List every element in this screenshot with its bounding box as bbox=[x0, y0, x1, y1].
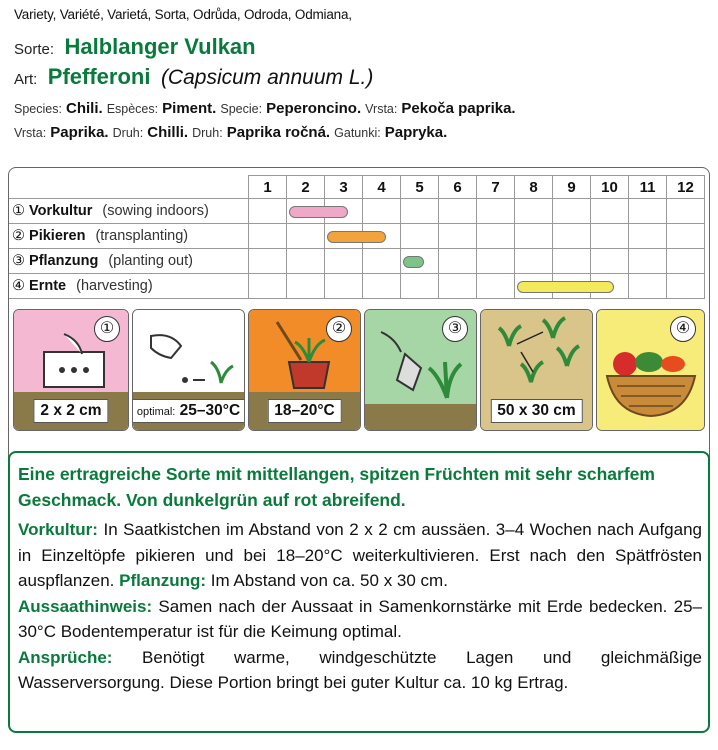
calendar-bar-ernte bbox=[517, 281, 614, 293]
species-value: Paprika. bbox=[50, 124, 109, 141]
month-header: 10 bbox=[591, 176, 629, 199]
species-key: Vrsta: bbox=[14, 126, 47, 140]
pflanzung-text: Im Abstand von ca. 50 x 30 cm. bbox=[206, 571, 448, 590]
sorte-label: Sorte: bbox=[14, 41, 55, 58]
species-translations-line-1 bbox=[14, 100, 516, 117]
calendar-row-pflanzung bbox=[9, 249, 705, 274]
calendar-bar-pflanzung bbox=[403, 256, 424, 268]
description-headline: Eine ertragreiche Sorte mit mittellangen, spitzen Früchten mit sehr scharfem Geschmack. Von dunkelgrün auf rot abreifend. bbox=[18, 464, 655, 510]
cultivation-calendar bbox=[8, 167, 710, 469]
step-number: ② bbox=[12, 228, 25, 244]
step-label: Pikieren bbox=[29, 228, 86, 244]
tile-caption: 2 x 2 cm bbox=[33, 399, 108, 423]
row-label bbox=[9, 199, 249, 224]
step-label: Pflanzung bbox=[29, 253, 99, 269]
aussaat-key: Aussaathinweis: bbox=[18, 596, 153, 616]
species-name: Pfefferoni bbox=[47, 64, 151, 89]
month-header: 11 bbox=[629, 176, 667, 199]
month-header: 2 bbox=[287, 176, 325, 199]
row-label bbox=[9, 249, 249, 274]
tile-harvest bbox=[596, 309, 705, 431]
step-english: (planting out) bbox=[108, 253, 193, 269]
caption-small: optimal: bbox=[136, 406, 176, 418]
species-value: Paprika ročná. bbox=[226, 124, 331, 141]
aussaat-text: Samen nach der Aussaat in Samenkornstärke mit Erde bedecken. 25–30°C Bodentemperatur ist für die Keimung optimal. bbox=[18, 596, 702, 641]
row-label bbox=[9, 274, 249, 299]
soil-strip bbox=[365, 404, 476, 430]
month-header: 5 bbox=[401, 176, 439, 199]
species-value: Pekoča paprika. bbox=[401, 100, 516, 117]
month-header: 9 bbox=[553, 176, 591, 199]
spacing-plants-icon bbox=[491, 316, 583, 388]
hand-seed-icon bbox=[141, 328, 236, 390]
step-label: Ernte bbox=[29, 278, 67, 294]
species-value: Piment. bbox=[162, 100, 217, 117]
calendar-row-vorkultur bbox=[9, 199, 705, 224]
vorkultur-key: Vorkultur: bbox=[18, 520, 98, 539]
calendar-bar-vorkultur bbox=[289, 206, 348, 218]
species-row bbox=[14, 64, 373, 90]
month-header: 8 bbox=[515, 176, 553, 199]
species-key: Specie: bbox=[220, 102, 263, 116]
species-value: Chili. bbox=[65, 100, 103, 117]
species-translations-line-2 bbox=[14, 124, 447, 141]
month-header: 6 bbox=[439, 176, 477, 199]
step-number: ④ bbox=[12, 278, 25, 294]
latin-name: (Capsicum annuum L.) bbox=[160, 66, 374, 89]
step-number: ③ bbox=[12, 253, 25, 269]
month-header: 3 bbox=[325, 176, 363, 199]
tile-planting-out bbox=[364, 309, 477, 431]
tile-caption: 18–20°C bbox=[267, 399, 342, 423]
species-key: Druh: bbox=[192, 126, 223, 140]
art-label: Art: bbox=[14, 71, 38, 88]
variety-row bbox=[14, 34, 256, 60]
species-key: Vrsta: bbox=[365, 102, 398, 116]
step-english: (harvesting) bbox=[76, 278, 153, 294]
step-english: (transplanting) bbox=[95, 228, 189, 244]
calendar-corner bbox=[9, 176, 249, 199]
step-badge: ③ bbox=[442, 316, 468, 342]
caption-value: 25–30°C bbox=[179, 402, 241, 419]
ansprueche-key: Ansprüche: bbox=[18, 647, 113, 667]
step-number: ① bbox=[12, 203, 25, 219]
step-english: (sowing indoors) bbox=[102, 203, 209, 219]
ansprueche-text: Benötigt warme, windgeschützte Lagen und gleichmäßige Wasserversorgung. Diese Portion bringt bei guter Kultur ca. 10 kg Ertrag. bbox=[18, 647, 702, 692]
pflanzung-key: Pflanzung: bbox=[119, 571, 207, 590]
step-badge: ④ bbox=[670, 316, 696, 342]
vegetable-basket-icon bbox=[603, 342, 699, 424]
step-badge: ② bbox=[326, 316, 352, 342]
step-label: Vorkultur bbox=[29, 203, 93, 219]
vorkultur-text: In Saatkistchen im Abstand von 2 x 2 cm aussäen. 3–4 Wochen nach Aufgang in Einzeltöpfe pikieren und bei 18–20°C weiterkultivieren. Erst nach den Spätfrösten auspflanzen. bbox=[18, 520, 702, 590]
month-header: 4 bbox=[363, 176, 401, 199]
tile-caption: 50 x 30 cm bbox=[490, 399, 582, 423]
species-key: Gatunki: bbox=[334, 126, 381, 140]
species-value: Peperoncino. bbox=[266, 100, 362, 117]
tile-caption bbox=[132, 399, 245, 423]
row-label bbox=[9, 224, 249, 249]
month-header: 1 bbox=[249, 176, 287, 199]
tile-transplanting bbox=[248, 309, 361, 431]
species-key: Species: bbox=[14, 102, 62, 116]
month-header: 12 bbox=[667, 176, 705, 199]
tile-spacing bbox=[480, 309, 593, 431]
calendar-bar-pikieren bbox=[327, 231, 386, 243]
species-key: Espèces: bbox=[106, 102, 159, 116]
species-value: Papryka. bbox=[384, 124, 448, 141]
variety-translations: Variety, Variété, Varietá, Sorta, Odrůda, Odroda, Odmiana, bbox=[14, 7, 352, 22]
month-header: 7 bbox=[477, 176, 515, 199]
calendar-header-row bbox=[9, 176, 705, 199]
tile-sowing bbox=[13, 309, 129, 431]
species-value: Chilli. bbox=[147, 124, 189, 141]
step-badge: ① bbox=[94, 316, 120, 342]
description-box bbox=[8, 451, 710, 733]
species-key: Druh: bbox=[112, 126, 144, 140]
variety-name: Halblanger Vulkan bbox=[64, 34, 256, 59]
description-body bbox=[18, 517, 702, 696]
tile-germination bbox=[132, 309, 245, 431]
